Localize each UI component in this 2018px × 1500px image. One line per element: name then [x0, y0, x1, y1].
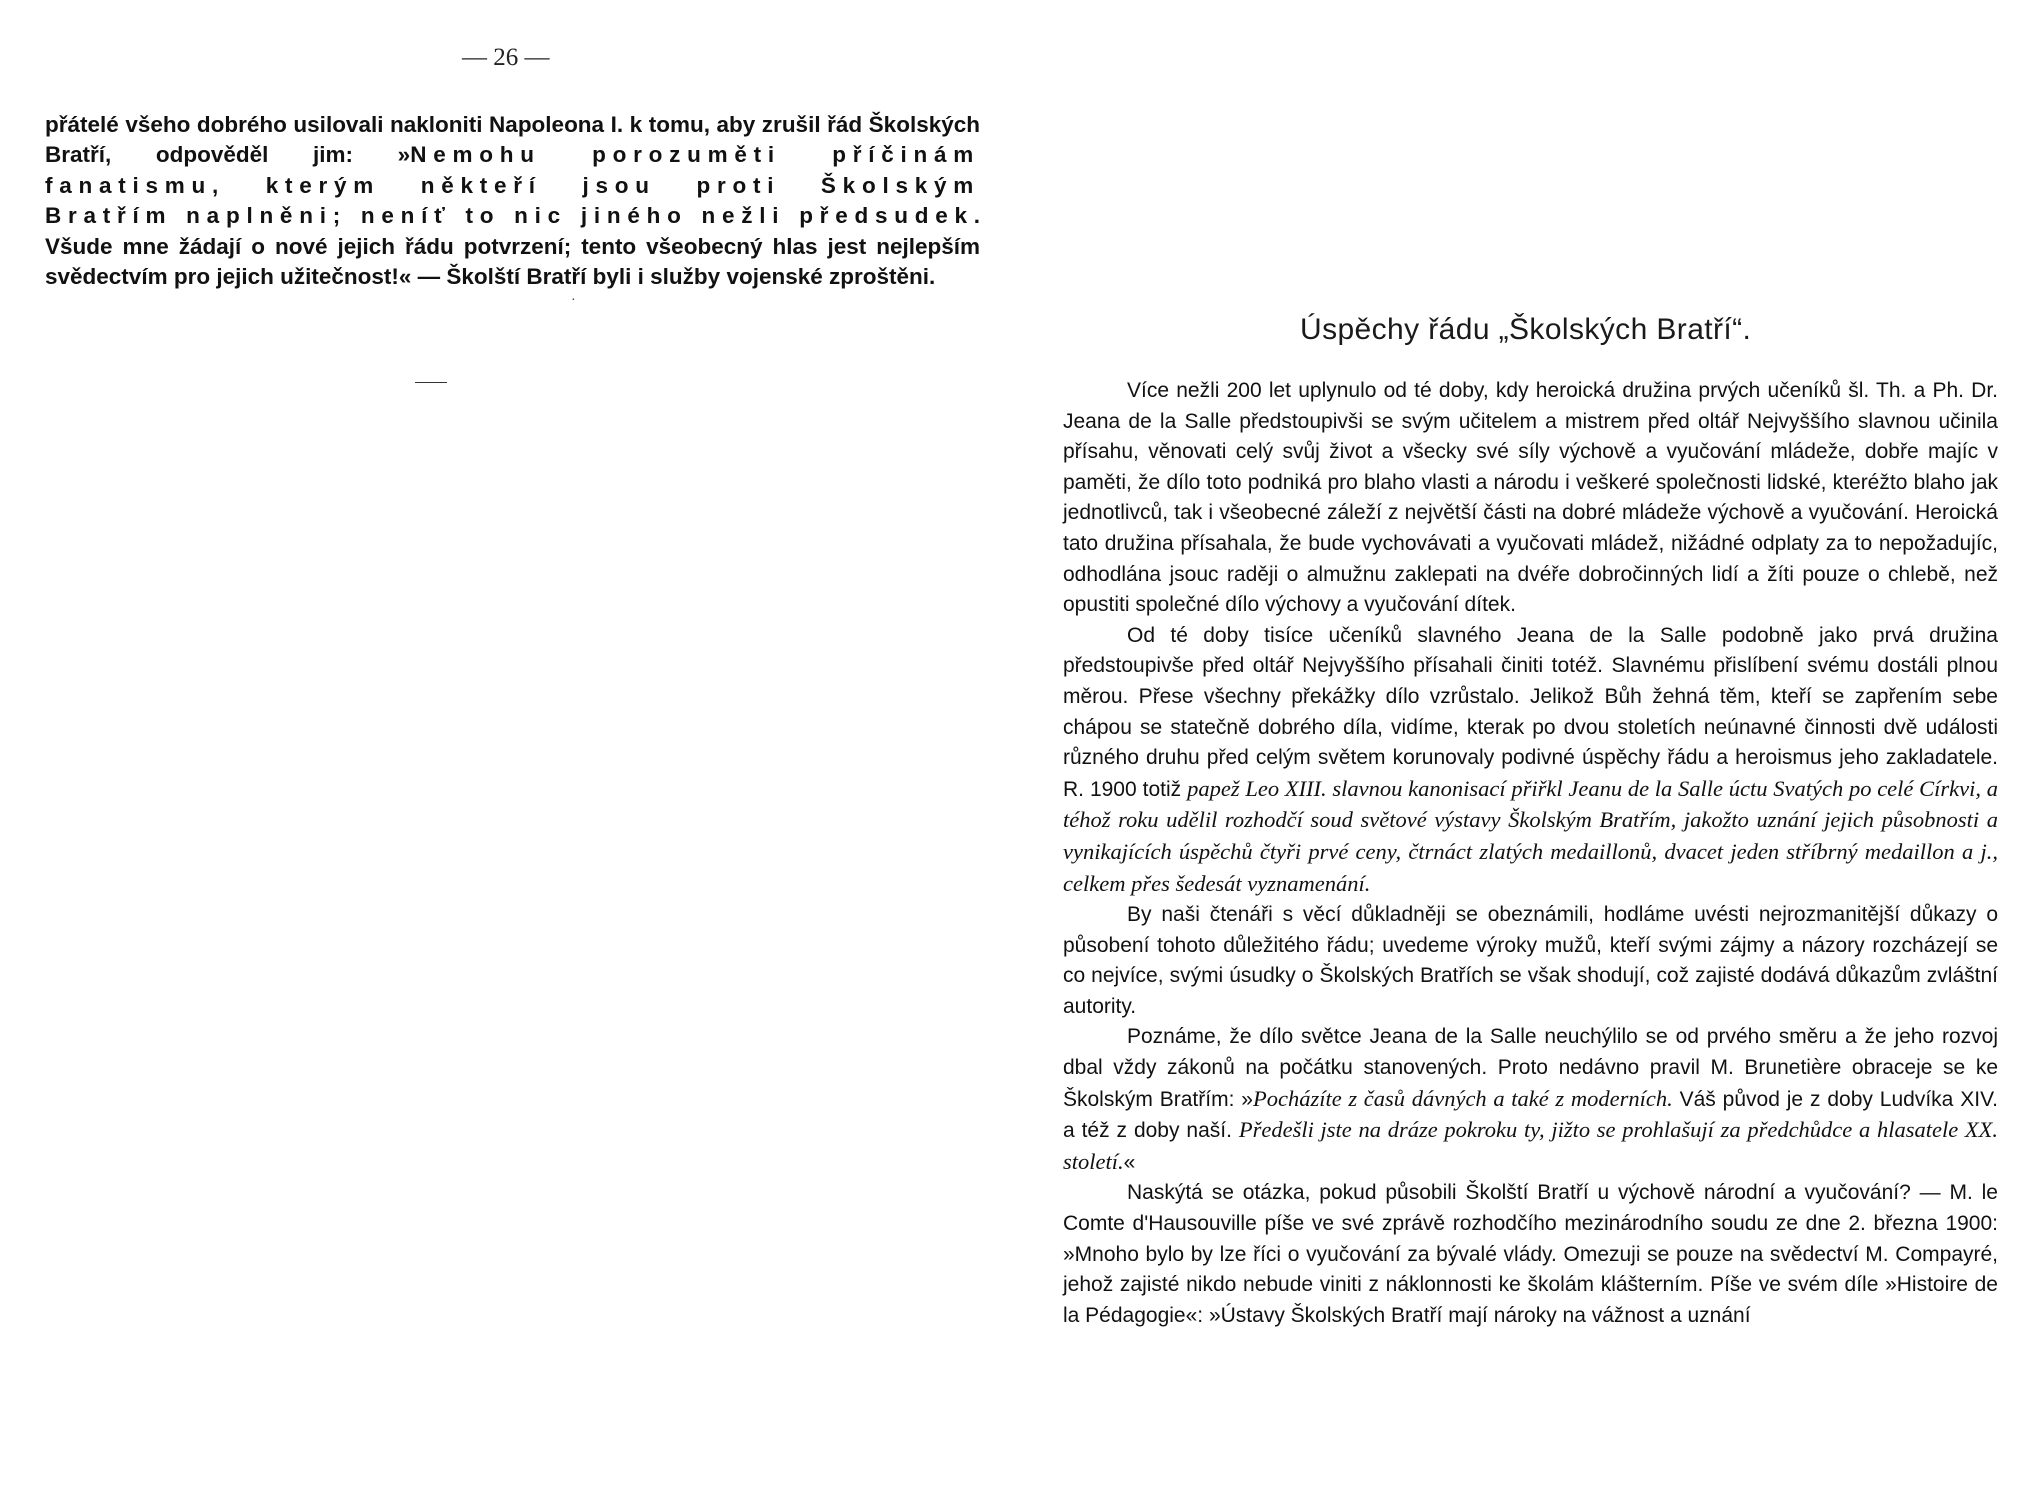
paragraph-4-text-c: «: [1123, 1150, 1136, 1174]
paragraph-4-italic-2: Předešli jste na dráze pokroku ty, jižto se prohlašují za předchůdce a hlasatele XX. století.: [1063, 1117, 1998, 1174]
paragraph-5: Naskýtá se otázka, pokud působili Školští Bratří u výchově národní a vyučování? — M. le Comte d'Hausouville píše ve své zprávě rozhodčího mezinárodního soudu ze dne 2. března 1900: »Mnoho bylo by lze říci o vyučování za bývalé vlády. Omezuji se pouze na svědectví M. Compayré, jehož zajisté nikdo nebude viniti z náklonnosti ke školám klášterním. Píše ve svém díle »Histoire de la Pédagogie«: »Ústavy Školských Bratří mají nároky na vážnost a uznání: [1063, 1181, 1998, 1327]
paragraph-4: [1063, 1022, 1998, 1178]
right-column-text: [1063, 376, 1998, 1331]
paragraph-1: Více nežli 200 let uplynulo od té doby, kdy heroická družina prvých učeníků šl. Th. a Ph. Dr. Jeana de la Salle předstoupivši se svým učitelem a mistrem před oltář Nejvyššího slavnou učinila přísahu, věnovati celý svůj život a všecky své síly výchově a vyučování mládeže, dobře majíc v paměti, že dílo toto podniká pro blaho vlasti a národu i veškeré společnosti lidské, kteréžto blaho jak jednotlivců, tak i všeobecné záleží z největší části na dobré mládeže výchově a vyučování. Heroická tato družina přísahala, že bude vychovávati a vyučovati mládež, nižádné odplaty za to nepožadujíc, odhodlána jsouc raději o almužnu zaklepati na dvéře dobročinných lidí a žíti pouze o chlebě, než opustiti společné dílo výchovy a vyučování dítek.: [1063, 379, 1998, 617]
paragraph-4-text-b: Váš původ je z doby Ludvíka XIV. a též z doby naší.: [1063, 1087, 1998, 1143]
page-number: — 26 —: [462, 44, 550, 71]
section-heading: Úspěchy řádu „Školských Bratří“.: [1300, 313, 1752, 346]
left-paragraph-end: . Všude mne žádají o nové jejich řádu potvrzení; tento všeobecný hlas jest nejlepším svědectvím pro jejich užitečnost!« — Školští Bratří byli i služby vojenské zproštěni.: [45, 203, 980, 290]
stray-dot: ·: [571, 293, 576, 308]
paragraph-3: By naši čtenáři s věcí důkladněji se obeznámili, hodláme uvésti nejrozmanitější důkazy o působení tohoto důležitého řádu; uvedeme výroky mužů, kteří svými zájmy a názory rozcházejí se co nejvíce, svými úsudky o Školských Bratřích se však shodují, což zajisté dodává důkazům zvláštní autority.: [1063, 903, 1998, 1018]
section-rule: [415, 382, 447, 383]
paragraph-4-italic-1: Pocházíte z časů dávných a také z moderních.: [1252, 1085, 1673, 1111]
paragraph-2: [1063, 621, 1998, 900]
left-paragraph-start: přátelé všeho dobrého usilovali nakloniti Napoleona I. k tomu, aby zrušil řád Školských Bratří, odpověděl jim: »: [45, 112, 980, 168]
left-paragraph-spaced-quote: Nemohu porozuměti příčinám fanatismu, kterým někteří jsou proti Školským Bratřím naplněni; neníť to nic jiného nežli předsudek: [45, 142, 980, 229]
paragraph-2-text: Od té doby tisíce učeníků slavného Jeana de la Salle podobně jako prvá družina předstoupivše před oltář Nejvyššího přísahali činiti totéž. Slavnému přislíbení svému dostáli plnou měrou. Přese všechny překážky dílo vzrůstalo. Jelikož Bůh žehná těm, kteří se zapřením sebe chápou se statečně dobrého díla, vidíme, kterak po dvou stoletích neúnavné činnosti dvě události různého druhu před celým světem korunovaly podivné úspěchy řádu a heroismus jeho zakladatele. R. 1900 totiž: [1063, 623, 1998, 801]
paragraph-4-text-a: Poznáme, že dílo světce Jeana de la Salle neuchýlilo se od prvého směru a že jeho rozvoj dbal vždy zákonů na počátku stanovených. Proto nedávno pravil M. Brunetière obraceje se ke Školským Bratřím: »: [1063, 1025, 1998, 1111]
paragraph-2-italic: papež Leo XIII. slavnou kanonisací přiřkl Jeanu de la Salle úctu Svatých po celé Církvi, a téhož roku udělil rozhodčí soud světové výstavy Školským Bratřím, jakožto uznání jejich působnosti a vynikajících úspěchů čtyři prvé ceny, čtrnáct zlatých medaillonů, dvacet jeden stříbrný medaillon a j., celkem přes šedesát vyznamenání.: [1063, 775, 1999, 896]
left-paragraph: [45, 110, 980, 292]
